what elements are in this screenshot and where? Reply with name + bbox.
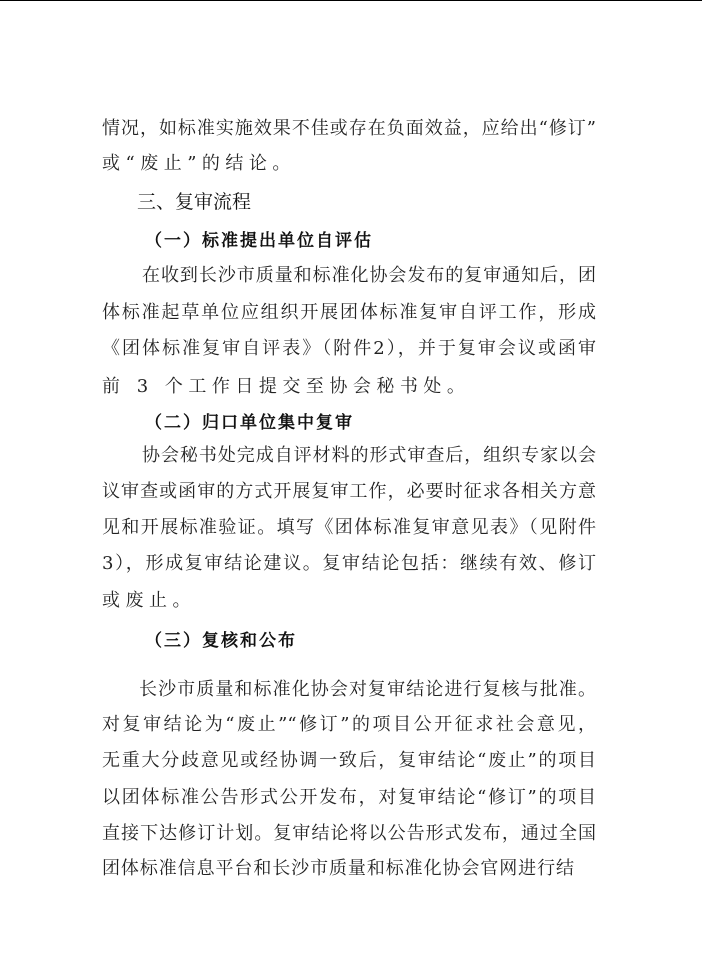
paragraph-line: 见和开展标准验证。填写《团体标准复审意见表》（见附件 bbox=[102, 517, 596, 538]
paragraph-line: 议审查或函审的方式开展复审工作，必要时征求各相关方意 bbox=[102, 481, 596, 502]
paragraph-line: 体标准起草单位应组织开展团体标准复审自评工作，形成 bbox=[102, 302, 596, 323]
paragraph-line: 或废止。 bbox=[102, 590, 196, 611]
paragraph-line: 以团体标准公告形式公开发布，对复审结论“修订”的项目 bbox=[102, 787, 596, 808]
subsection-heading: （三）复核和公布 bbox=[145, 631, 297, 651]
subsection-heading: （一）标准提出单位自评估 bbox=[145, 231, 373, 251]
paragraph-line: 对复审结论为“废止”“修订”的项目公开征求社会意见， bbox=[102, 714, 596, 735]
paragraph-line: 直接下达修订计划。复审结论将以公告形式发布，通过全国 bbox=[102, 823, 596, 844]
paragraph-line: 长沙市质量和标准化协会对复审结论进行复核与批准。 bbox=[139, 679, 596, 700]
paragraph-line: 协会秘书处完成自评材料的形式审查后，组织专家以会 bbox=[142, 445, 596, 466]
paragraph-line: 在收到长沙市质量和标准化协会发布的复审通知后，团 bbox=[142, 265, 596, 286]
paragraph-line: 情况，如标准实施效果不佳或存在负面效益，应给出“修订” bbox=[102, 118, 596, 139]
paragraph-line: 团体标准信息平台和长沙市质量和标准化协会官网进行结 bbox=[102, 858, 574, 879]
section-heading: 三、复审流程 bbox=[137, 191, 252, 213]
paragraph-line: 3），形成复审结论建议。复审结论包括：继续有效、修订 bbox=[102, 553, 596, 574]
paragraph-line: 前 3 个工作日提交至协会秘书处。 bbox=[102, 376, 471, 397]
paragraph-line: 《团体标准复审自评表》（附件2），并于复审会议或函审 bbox=[102, 338, 596, 359]
paragraph-line: 无重大分歧意见或经协调一致后，复审结论“废止”的项目 bbox=[102, 750, 596, 771]
subsection-heading: （二）归口单位集中复审 bbox=[145, 413, 354, 433]
paragraph-line: 或“废止”的结论。 bbox=[102, 153, 296, 174]
